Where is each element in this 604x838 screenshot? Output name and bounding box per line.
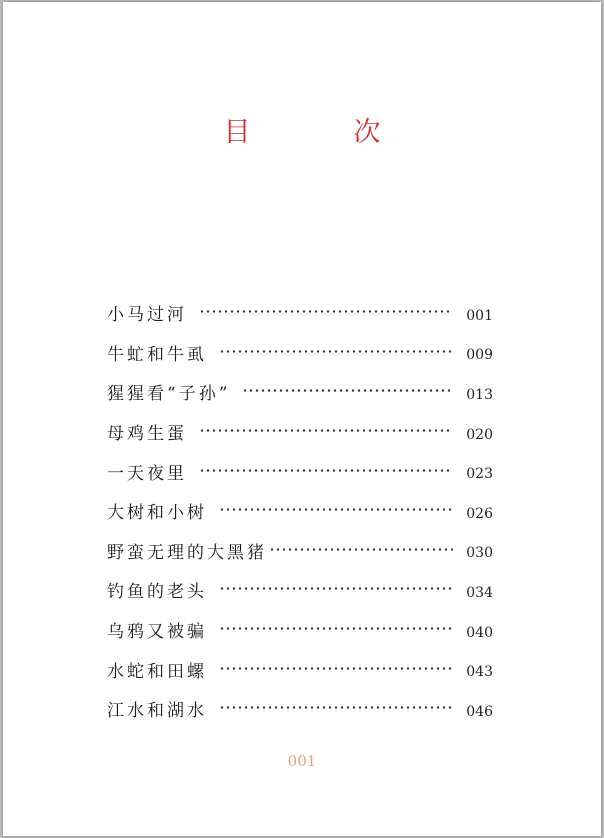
toc-entry[interactable] [107, 649, 493, 689]
dot-leader [219, 508, 453, 511]
toc-entry-title: 一天夜里 [107, 463, 187, 484]
dot-leader [269, 548, 453, 551]
page-number: 001 [287, 752, 317, 770]
toc-entry-title: 野蛮无理的大黑猪 [107, 542, 267, 563]
toc-entry[interactable] [107, 570, 493, 610]
toc-entry-title: 牛虻和牛虱 [107, 344, 207, 365]
dot-leader [199, 469, 453, 472]
toc-list [107, 293, 493, 729]
toc-entry[interactable] [107, 610, 493, 650]
dot-leader [219, 667, 453, 670]
toc-entry-title: 小马过河 [107, 305, 187, 326]
toc-entry[interactable] [107, 333, 493, 373]
toc-entry-page: 043 [466, 664, 493, 681]
dot-leader [219, 350, 453, 353]
toc-entry[interactable] [107, 293, 493, 333]
dot-leader [242, 389, 453, 392]
toc-entry-page: 034 [466, 584, 493, 601]
toc-entry[interactable] [107, 491, 493, 531]
toc-entry[interactable] [107, 531, 493, 571]
dot-leader [199, 429, 453, 432]
toc-entry-title: 钓鱼的老头 [107, 582, 207, 603]
toc-entry[interactable] [107, 689, 493, 729]
toc-entry-title: 猩猩看“子孙” [107, 384, 231, 405]
toc-entry-title: 大树和小树 [107, 503, 207, 524]
document-page [3, 2, 601, 836]
toc-title: 目 次 [223, 117, 419, 148]
toc-entry-title: 水蛇和田螺 [107, 661, 207, 682]
toc-entry-title: 江水和湖水 [107, 701, 207, 722]
toc-entry[interactable] [107, 412, 493, 452]
toc-entry-page: 030 [466, 545, 493, 562]
toc-entry-page: 040 [466, 624, 493, 641]
dot-leader [219, 627, 453, 630]
dot-leader [219, 587, 453, 590]
toc-entry-title: 母鸡生蛋 [107, 424, 187, 445]
toc-entry-page: 026 [466, 505, 493, 522]
toc-entry-page: 020 [466, 426, 493, 443]
dot-leader [199, 310, 453, 313]
toc-entry-page: 013 [466, 386, 493, 403]
toc-entry[interactable] [107, 372, 493, 412]
toc-entry-page: 001 [466, 307, 493, 324]
dot-leader [219, 706, 453, 709]
toc-entry[interactable] [107, 451, 493, 491]
toc-entry-page: 046 [466, 703, 493, 720]
toc-entry-page: 009 [466, 347, 493, 364]
toc-entry-title: 乌鸦又被骗 [107, 622, 207, 643]
toc-entry-page: 023 [466, 466, 493, 483]
